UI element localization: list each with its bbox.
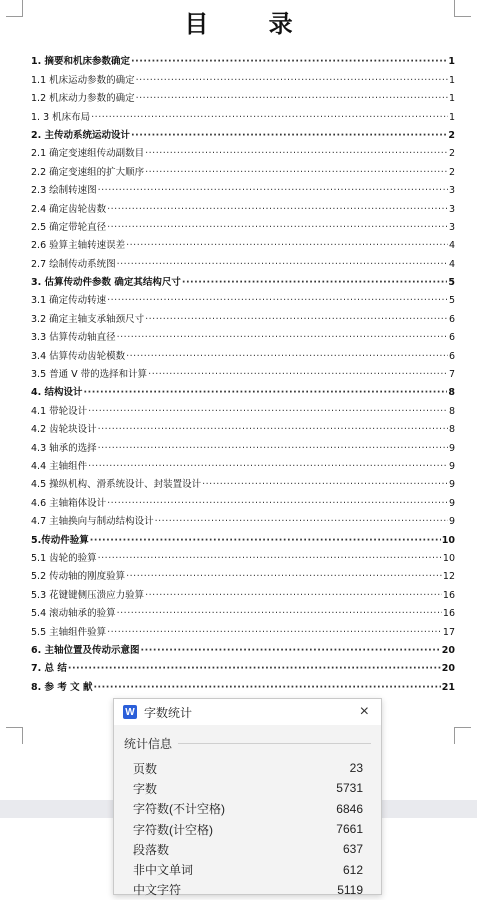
- toc-entry[interactable]: [31, 234, 455, 252]
- stat-row: [124, 819, 371, 839]
- toc-entry-text: 2.4 确定齿轮齿数: [31, 203, 107, 215]
- toc-entry[interactable]: [31, 252, 455, 270]
- toc-entry-text: 6. 主轴位置及传动示意图: [31, 644, 140, 656]
- stat-label: 字符数(不计空格): [133, 802, 225, 817]
- toc-entry[interactable]: [31, 197, 455, 215]
- toc-entry-text: 3.1 确定传动转速: [31, 295, 107, 307]
- toc-leader-dots: [98, 552, 442, 565]
- toc-page-number: 1: [448, 111, 455, 123]
- toc-leader-dots: [145, 589, 442, 602]
- toc-leader-dots: [126, 570, 442, 583]
- toc-entry-text: 2.1 确定变速组传动副数目: [31, 148, 145, 160]
- toc-leader-dots: [131, 129, 447, 142]
- toc-entry[interactable]: [31, 399, 455, 417]
- toc-page-number: 17: [442, 626, 455, 638]
- toc-entry-text: 2.3 绘制转速图: [31, 185, 97, 197]
- toc-page-number: 5: [448, 277, 455, 289]
- toc-page-number: 9: [448, 479, 455, 491]
- stat-value: 612: [342, 862, 363, 877]
- toc-page-number: 4: [448, 258, 455, 270]
- toc-page-number: 3: [448, 221, 455, 233]
- toc-leader-dots: [107, 221, 448, 234]
- toc-entry-text: 4.2 齿轮块设计: [31, 424, 97, 436]
- toc-entry[interactable]: [31, 179, 455, 197]
- toc-page-number: 8: [448, 424, 455, 436]
- toc-entry[interactable]: [31, 307, 455, 325]
- toc-entry[interactable]: [31, 271, 455, 289]
- toc-leader-dots: [145, 166, 448, 179]
- toc-entry-text: 2.6 验算主轴转速误差: [31, 240, 126, 252]
- toc-entry-text: 1. 摘要和机床参数确定: [31, 56, 131, 68]
- toc-leader-dots: [107, 497, 448, 510]
- toc-entry[interactable]: [31, 583, 455, 601]
- toc-entry[interactable]: [31, 87, 455, 105]
- toc-leader-dots: [131, 55, 447, 68]
- stats-list: [124, 758, 371, 900]
- toc-entry-text: 4.7 主轴换向与制动结构设计: [31, 516, 154, 528]
- close-icon[interactable]: ×: [359, 703, 369, 720]
- toc-entry[interactable]: [31, 124, 455, 142]
- toc-page-number: 5: [448, 295, 455, 307]
- toc-entry-text: 4. 结构设计: [31, 387, 83, 399]
- toc-entry-text: 5.5 主轴组件验算: [31, 626, 107, 638]
- toc-page-number: 9: [448, 442, 455, 454]
- toc-entry[interactable]: [31, 363, 455, 381]
- toc-leader-dots: [90, 534, 441, 547]
- toc-leader-dots: [107, 626, 442, 639]
- toc-entry-text: 1.2 机床动力参数的确定: [31, 93, 135, 105]
- toc-leader-dots: [126, 350, 448, 363]
- toc-page-number: 9: [448, 516, 455, 528]
- dialog-header[interactable]: [114, 699, 381, 725]
- toc-page-number: 12: [442, 571, 455, 583]
- toc-entry-text: 5.3 花键键侧压溃应力验算: [31, 589, 145, 601]
- toc-page-number: 6: [448, 332, 455, 344]
- toc-leader-dots: [98, 423, 448, 436]
- toc-entry[interactable]: [31, 381, 455, 399]
- toc-entry[interactable]: [31, 68, 455, 86]
- toc-page-number: 1: [448, 56, 455, 68]
- toc-entry-text: 5.传动件验算: [31, 534, 89, 546]
- toc-leader-dots: [202, 478, 448, 491]
- word-count-dialog: [113, 698, 382, 898]
- toc-leader-dots: [182, 276, 448, 289]
- toc-entry-text: 4.1 带轮设计: [31, 405, 88, 417]
- toc-entry-text: 1.1 机床运动参数的确定: [31, 74, 135, 86]
- toc-entry-text: 5.2 传动轴的刚度验算: [31, 571, 126, 583]
- toc-entry[interactable]: [31, 528, 455, 546]
- toc-entry-text: 8. 参 考 文 献: [31, 681, 93, 693]
- toc-page-number: 20: [441, 644, 455, 656]
- toc-page-number: 4: [448, 240, 455, 252]
- toc-entry[interactable]: [31, 547, 455, 565]
- toc-page-number: 9: [448, 497, 455, 509]
- stat-value: 7661: [336, 822, 363, 837]
- toc-leader-dots: [141, 644, 441, 657]
- toc-entry-text: 3.4 估算传动齿轮模数: [31, 350, 126, 362]
- toc-page-number: 1: [448, 74, 455, 86]
- toc-entry[interactable]: [31, 105, 455, 123]
- toc-entry[interactable]: [31, 620, 455, 638]
- toc-leader-dots: [148, 368, 448, 381]
- stat-label: 字数: [133, 781, 158, 796]
- page-title: 目 录: [184, 9, 319, 38]
- toc-page-number: 3: [448, 203, 455, 215]
- toc-entry[interactable]: [31, 289, 455, 307]
- toc-leader-dots: [91, 111, 448, 124]
- section-label: 统计信息: [124, 737, 173, 751]
- stat-row: [124, 799, 371, 819]
- toc-leader-dots: [88, 460, 448, 473]
- toc-page-number: 21: [441, 681, 455, 693]
- stat-value: 5731: [336, 781, 363, 796]
- toc-entry-text: 3.3 估算传动轴直径: [31, 332, 116, 344]
- table-of-contents: [31, 50, 455, 694]
- toc-entry-text: 5.4 滚动轴承的验算: [31, 608, 116, 620]
- toc-entry-text: 4.4 主轴组件: [31, 460, 88, 472]
- toc-entry-text: 2.5 确定带轮直径: [31, 221, 107, 233]
- toc-leader-dots: [145, 147, 448, 160]
- toc-leader-dots: [107, 203, 448, 216]
- toc-page-number: 10: [442, 552, 455, 564]
- stat-label: 字符数(计空格): [133, 822, 213, 837]
- toc-leader-dots: [84, 386, 448, 399]
- toc-entry[interactable]: [31, 639, 455, 657]
- toc-entry[interactable]: [31, 602, 455, 620]
- toc-page-number: 1: [448, 93, 455, 105]
- toc-entry[interactable]: [31, 326, 455, 344]
- toc-leader-dots: [145, 313, 448, 326]
- toc-page-number: 8: [448, 405, 455, 417]
- toc-entry-text: 2.7 绘制传动系统图: [31, 258, 116, 270]
- toc-entry-text: 2.2 确定变速组的扩大顺序: [31, 166, 145, 178]
- wps-writer-icon: W: [123, 705, 137, 719]
- stat-row: [124, 880, 371, 900]
- toc-entry[interactable]: [31, 491, 455, 509]
- toc-page-number: 8: [448, 387, 455, 399]
- stat-value: 6846: [336, 801, 363, 816]
- stat-value: 5119: [337, 882, 363, 897]
- stat-label: 段落数: [133, 842, 170, 857]
- toc-entry-text: 4.6 主轴箱体设计: [31, 497, 107, 509]
- toc-entry[interactable]: [31, 675, 455, 693]
- toc-page-number: 7: [448, 369, 455, 381]
- stat-row: [124, 859, 371, 879]
- toc-entry[interactable]: [31, 565, 455, 583]
- stat-value: 23: [349, 761, 363, 776]
- toc-leader-dots: [126, 239, 448, 252]
- toc-entry-text: 4.3 轴承的选择: [31, 442, 97, 454]
- toc-entry[interactable]: [31, 344, 455, 362]
- toc-page-number: 9: [448, 460, 455, 472]
- stat-label: 非中文单词: [133, 863, 194, 878]
- toc-leader-dots: [117, 607, 442, 620]
- toc-entry[interactable]: [31, 160, 455, 178]
- toc-entry-text: 2. 主传动系统运动设计: [31, 129, 131, 141]
- toc-entry-text: 4.5 操纵机构、滑系统设计、封装置设计: [31, 479, 202, 491]
- toc-page-number: 3: [448, 185, 455, 197]
- dialog-title: 字数统计: [144, 705, 193, 720]
- stat-row: [124, 758, 371, 778]
- toc-leader-dots: [155, 515, 448, 528]
- toc-entry[interactable]: [31, 50, 455, 68]
- toc-entry[interactable]: [31, 142, 455, 160]
- toc-leader-dots: [98, 184, 448, 197]
- toc-entry[interactable]: [31, 473, 455, 491]
- toc-leader-dots: [93, 681, 440, 694]
- toc-leader-dots: [88, 405, 448, 418]
- toc-entry[interactable]: [31, 216, 455, 234]
- toc-page-number: 16: [442, 608, 455, 620]
- toc-entry[interactable]: [31, 418, 455, 436]
- stat-row: [124, 778, 371, 798]
- toc-entry-text: 3.5 普通 V 带的选择和计算: [31, 369, 148, 381]
- toc-leader-dots: [68, 662, 441, 675]
- toc-page-number: 10: [441, 534, 455, 546]
- toc-entry[interactable]: [31, 455, 455, 473]
- toc-leader-dots: [117, 258, 448, 271]
- toc-leader-dots: [98, 442, 448, 455]
- stat-value: 637: [342, 842, 363, 857]
- toc-leader-dots: [117, 331, 448, 344]
- stat-label: 页数: [133, 761, 158, 776]
- toc-leader-dots: [136, 74, 448, 87]
- crop-mark: [6, 727, 23, 744]
- toc-entry-text: 3.2 确定主轴支承轴颈尺寸: [31, 313, 145, 325]
- toc-entry-text: 1. 3 机床布局: [31, 111, 91, 123]
- toc-page-number: 2: [448, 129, 455, 141]
- toc-leader-dots: [107, 294, 448, 307]
- toc-entry[interactable]: [31, 510, 455, 528]
- divider: [178, 743, 371, 744]
- toc-page-number: 16: [442, 589, 455, 601]
- toc-entry[interactable]: [31, 657, 455, 675]
- stat-label: 中文字符: [133, 883, 182, 898]
- stat-row: [124, 839, 371, 859]
- toc-page-number: 20: [441, 663, 455, 675]
- toc-page-number: 6: [448, 313, 455, 325]
- toc-entry[interactable]: [31, 436, 455, 454]
- toc-entry-text: 5.1 齿轮的验算: [31, 552, 97, 564]
- section-header: [124, 735, 371, 752]
- crop-mark: [454, 727, 471, 744]
- toc-page-number: 2: [448, 166, 455, 178]
- toc-page-number: 2: [448, 148, 455, 160]
- toc-entry-text: 7. 总 结: [31, 663, 67, 675]
- toc-page-number: 6: [448, 350, 455, 362]
- toc-leader-dots: [136, 92, 448, 105]
- toc-entry-text: 3. 估算传动件参数 确定其结构尺寸: [31, 277, 181, 289]
